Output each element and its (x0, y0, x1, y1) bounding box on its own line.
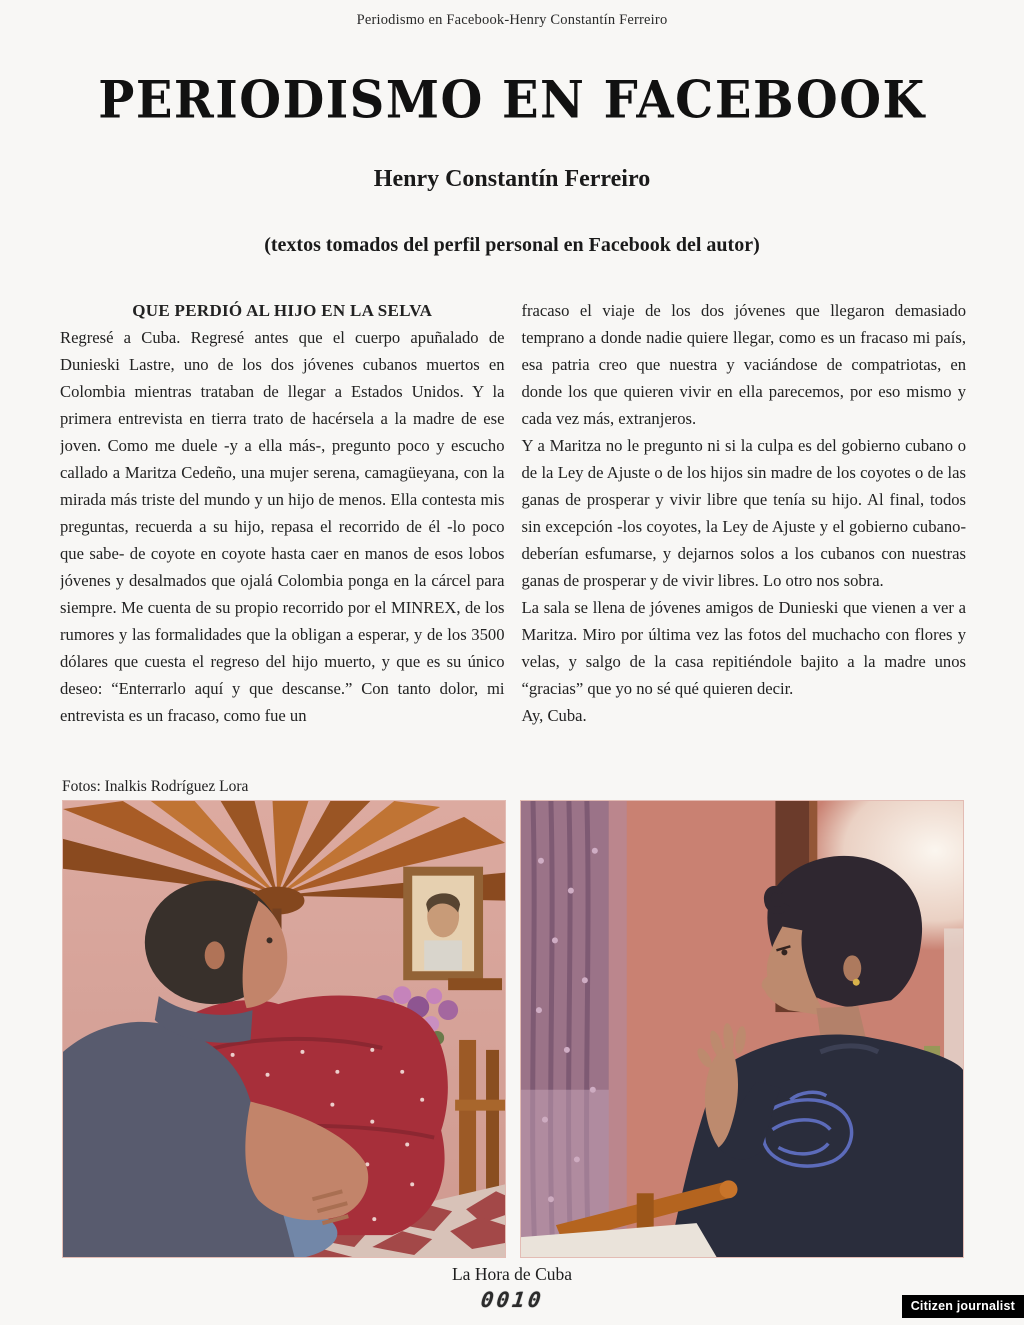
subtitle: (textos tomados del perfil personal en Facebook del autor) (264, 234, 760, 256)
photo-row (62, 800, 964, 1258)
wall-portrait-frame (403, 867, 483, 981)
photo-credit: Fotos: Inalkis Rodríguez Lora (62, 778, 249, 795)
article-paragraph-1: fracaso el viaje de los dos jóvenes que llegaron demasiado temprano a donde nadie quiere llegar, como es un fracaso mi país, esa patria creo que nuestra y vaciándose de compatriotas, en donde los que quieren vivir en ella parecemos, por eso mismo y cada vez más, extranjeros. (521, 301, 966, 428)
page-number (0, 1288, 1024, 1312)
photo-maritza-cedeno (520, 800, 964, 1258)
article-body (60, 297, 966, 775)
photo-interviewer-illustration (63, 801, 505, 1257)
article-paragraph-2: Y a Maritza no le pregunto ni si la culpa es del gobierno cubano o de la Ley de Ajuste o de los hijos sin madre de los coyotes o de las ganas de prosperar y vivir libre que tenía su hijo. Al final, todos sin excepción -los coyotes, la Ley de Ajuste y el gobierno cubano- deberían esfumarse, y dejarnos solos a los cubanos con nuestras ganas de prosperar y de vivir libres. Lo otro nos sobra. (521, 436, 966, 590)
article-paragraph-4: Ay, Cuba. (521, 706, 587, 725)
photo-interviewer-living-room (62, 800, 506, 1258)
white-pillar (944, 928, 963, 1069)
article-column-left (60, 297, 505, 775)
article-column-right (522, 297, 967, 775)
photo-maritza-illustration (521, 801, 963, 1257)
lace-curtain (521, 801, 627, 1257)
running-header: Periodismo en Facebook-Henry Constantín Ferreiro (356, 12, 668, 28)
section-heading: QUE PERDIÓ AL HIJO EN LA SELVA (132, 301, 433, 320)
author-name: Henry Constantín Ferreiro (373, 166, 651, 192)
article-paragraph-3: La sala se llena de jóvenes amigos de Dunieski que vienen a ver a Maritza. Miro por última vez las fotos del muchacho con flores y velas, y salgo de la casa repitiéndole bajito a la madre unos “gracias” que yo no sé qué quieren decir. (521, 598, 966, 698)
publication-name: La Hora de Cuba (451, 1264, 573, 1284)
citizen-journalist-badge: Citizen journalist (902, 1295, 1024, 1318)
article-paragraph-left: Regresé a Cuba. Regresé antes que el cuerpo apuñalado de Dunieski Lastre, uno de los dos jóvenes cubanos muertos en Colombia mientras trataban de llegar a Estados Unidos. Y la primera entrevista en tierra trato de hacérsela a la madre de ese joven. Como me duele -y a ella más-, pregunto poco y escucho callado a Maritza Cedeño, una mujer serena, camagüeyana, con la mirada más triste del mundo y un hijo de menos. Ella contesta mis preguntas, recuerda a su hijo, repasa el recorrido de él -lo poco que sabe- de coyote en coyote hasta caer en manos de esos lobos jóvenes y desalmados que ojalá Colombia ponga en la cárcel para siempre. Me cuenta de su propio recorrido por el MINREX, de los rumores y las formalidades que la obligan a esperar, y de los 3500 dólares que cuesta el regreso del hijo muerto, y que es su único deseo: “Enterrarlo aquí y que descanse.” Con tanto dolor, mi entrevista es un fracaso, como fue un (60, 328, 505, 725)
page-number-digits: 0010 (479, 1288, 545, 1312)
page-title: PERIODISMO EN FACEBOOK (98, 69, 926, 131)
